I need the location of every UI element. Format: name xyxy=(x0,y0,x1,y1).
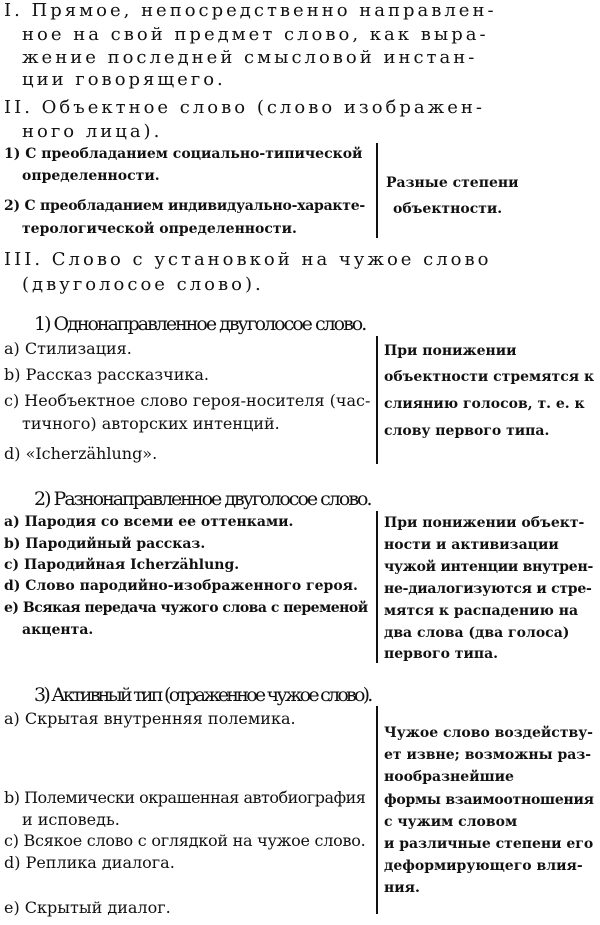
section-2-item-2-line-2: терологической определенности. xyxy=(22,221,297,237)
group-1-note-line-3: слиянию голосов, т. е. к xyxy=(384,396,585,412)
group-3-item-a: a) Скрытая внутренняя полемика. xyxy=(4,709,296,728)
group-2-item-d: d) Слово пародийно-изображенного героя. xyxy=(4,578,358,594)
group-3-heading: 3) Активный тип (отраженное чужое слово). xyxy=(34,684,371,706)
section-1-line-3: жение последней смысловой инстан- xyxy=(22,47,478,68)
group-1-item-b: b) Рассказ рассказчика. xyxy=(4,365,209,384)
group-3-item-b-line-2: и исповедь. xyxy=(22,810,120,829)
group-1-note-line-4: слову первого типа. xyxy=(384,423,550,439)
group-2-note-line-3: чужой интенции внутрен- xyxy=(384,559,594,575)
group-1-note-line-1: При понижении xyxy=(384,343,517,359)
section-2-item-1-line-1: 1) С преобладанием социально-типической xyxy=(4,146,363,162)
group-3-item-b-line-1: b) Полемически окрашенная автобиография xyxy=(4,788,366,807)
group-1-note-line-2: объектности стремятся к xyxy=(384,369,595,385)
group-2-item-e-line-2: акцента. xyxy=(22,622,94,638)
group-2-note-line-5: мятся к распадению на xyxy=(384,603,579,619)
section-3-line-1: III. Слово с установкой на чужое слово xyxy=(4,249,492,270)
section-2-item-2-line-1: 2) С преобладанием индивидуально-характе- xyxy=(4,198,365,214)
group-1-heading: 1) Однонаправленное двуголосое слово. xyxy=(34,313,366,335)
section-2-note-line-1: Разные степени xyxy=(386,175,519,191)
group-3-note-line-3: нообразнейшие xyxy=(384,769,514,785)
group-1-item-a: a) Стилизация. xyxy=(4,339,132,358)
group-3-note-line-6: и различные степени его xyxy=(384,836,594,852)
group-3-item-d: d) Реплика диалога. xyxy=(4,853,175,872)
group-3-item-e: e) Скрытый диалог. xyxy=(4,898,171,917)
group-2-item-a: a) Пародия со всеми ее оттенками. xyxy=(4,514,294,530)
group-1-item-d: d) «Icherzählung». xyxy=(4,444,158,463)
section-2-divider xyxy=(376,143,378,238)
group-3-note-line-7: деформирующего влия- xyxy=(384,858,583,874)
group-3-divider xyxy=(376,706,378,914)
group-3-note-line-8: ния. xyxy=(384,880,420,896)
group-2-item-c: c) Пародийная Icherzählung. xyxy=(4,557,240,573)
group-2-note-line-1: При понижении объект- xyxy=(384,515,585,531)
group-2-note-line-6: два слова (два голоса) xyxy=(384,625,570,641)
section-2-item-1-line-2: определенности. xyxy=(22,168,160,184)
group-1-divider xyxy=(376,336,378,464)
group-1-item-c-line-1: c) Необъектное слово героя-носителя (час- xyxy=(4,391,371,410)
group-2-note-line-4: не-диалогизуются и стре- xyxy=(384,581,592,597)
section-2-line-2: ного лица). xyxy=(22,121,163,142)
group-3-item-c: c) Всякое слово с оглядкой на чужое слово. xyxy=(4,831,366,850)
section-2-note-line-2: объектности. xyxy=(393,201,503,217)
group-2-divider xyxy=(376,511,378,663)
group-1-item-c-line-2: тичного) авторских интенций. xyxy=(22,414,280,433)
group-3-note-line-5: с чужим словом xyxy=(384,814,518,830)
group-3-note-line-2: ет извне; возможны раз- xyxy=(384,747,592,763)
group-3-note-line-4: формы взаимоотношения xyxy=(384,792,594,808)
group-2-item-b: b) Пародийный рассказ. xyxy=(4,536,206,552)
section-1-line-1: I. Прямое, непосредственно направлен- xyxy=(4,0,497,21)
section-3-line-2: (двуголосое слово). xyxy=(22,274,264,295)
group-2-heading: 2) Разнонаправленное двуголосое слово. xyxy=(34,488,371,510)
group-2-item-e-line-1: e) Всякая передача чужого слова с переменой xyxy=(4,600,368,616)
group-3-note-line-1: Чужое слово воздейству- xyxy=(384,725,593,741)
group-2-note-line-7: первого типа. xyxy=(384,646,499,662)
section-1-line-4: ции говорящего. xyxy=(22,69,226,90)
group-2-note-line-2: ности и активизации xyxy=(384,537,559,553)
section-1-line-2: ное на свой предмет слово, как выра- xyxy=(22,24,489,45)
section-2-line-1: II. Объектное слово (слово изображен- xyxy=(4,97,485,118)
